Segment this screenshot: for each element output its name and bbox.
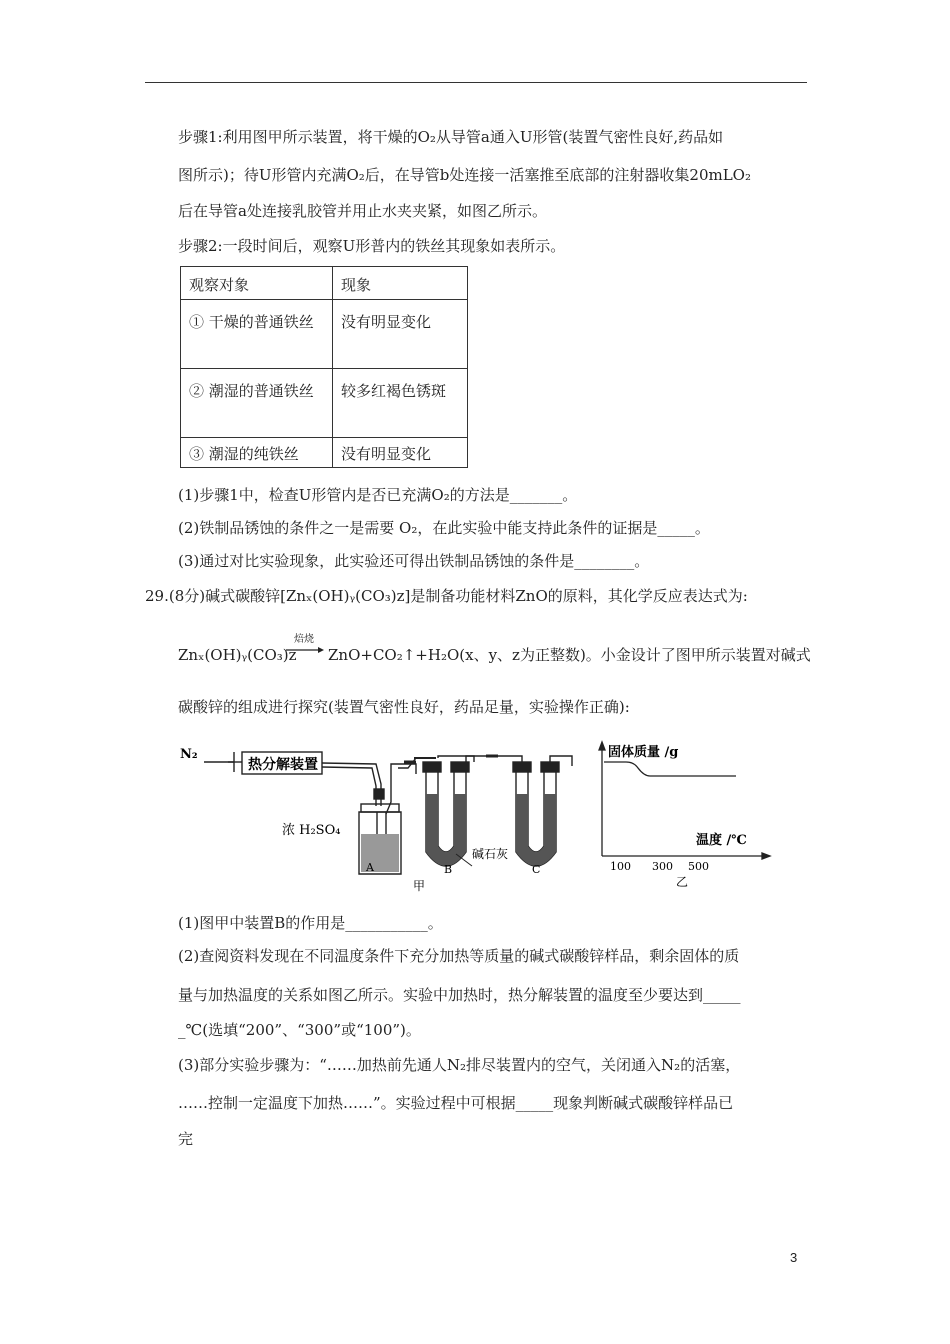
table-cell-object: ② 潮湿的普通铁丝 [181, 369, 333, 438]
q29-reactant: Znₓ(OH)ᵧ(CO₃)z [178, 646, 297, 664]
header-rule [145, 82, 807, 83]
step1-line1: 步骤1:利用图甲所示装置，将干燥的O₂从导管a通入U形管(装置气密性良好,药品如 [178, 128, 724, 146]
q28-question-1: (1)步骤1中，检查U形管内是否已充满O₂的方法是_______。 [178, 486, 578, 504]
q28-question-2: (2)铁制品锈蚀的条件之一是需要 O₂，在此实验中能支持此条件的证据是_____。 [178, 519, 710, 537]
soda-lime-label: 碱石灰 [472, 847, 509, 861]
table-cell-object: ③ 潮湿的纯铁丝 [181, 438, 333, 468]
page-number: 3 [790, 1250, 798, 1265]
y-axis-label: 固体质量 /g [608, 745, 679, 760]
tick-label: 500 [688, 860, 709, 873]
acid-label: 浓 H₂SO₄ [282, 823, 341, 838]
mass-curve [604, 762, 736, 776]
table-row [181, 438, 468, 468]
table-cell-phenomenon: 没有明显变化 [333, 300, 468, 369]
reaction-condition: 焙烧 [294, 634, 314, 645]
figure-yi-caption: 乙 [676, 875, 689, 888]
step1-line3: 后在导管a处连接乳胶管并用止水夹夹紧，如图乙所示。 [178, 202, 547, 220]
apparatus-figure [176, 734, 576, 894]
table-cell-object: ① 干燥的普通铁丝 [181, 300, 333, 369]
table-cell-phenomenon: 较多红褐色锈斑 [333, 369, 468, 438]
table-header-row [181, 267, 468, 300]
table-header-phenomenon: 现象 [333, 267, 468, 300]
observation-table [180, 266, 468, 468]
step1-line2: 图所示)；待U形管内充满O₂后，在导管b处连接一活塞推至底部的注射器收集20mLO₂ [178, 166, 751, 184]
tick-label: 100 [610, 860, 631, 873]
table-cell-phenomenon: 没有明显变化 [333, 438, 468, 468]
x-axis-label: 温度 /℃ [696, 833, 747, 848]
table-row [181, 300, 468, 369]
mass-temperature-graph [596, 738, 776, 888]
q29-question-2b: 量与加热温度的关系如图乙所示。实验中加热时，热分解装置的温度至少要达到_____ [178, 986, 741, 1004]
q29-question-2c: _℃(选填“200”、“300”或“100”)。 [178, 1021, 421, 1039]
label-a: A [366, 861, 374, 874]
q29-question-3c: 完 [178, 1130, 194, 1148]
step2-text: 步骤2:一段时间后，观察U形普内的铁丝其现象如表所示。 [178, 237, 566, 255]
q28-question-3: (3)通过对比实验现象，此实验还可得出铁制品锈蚀的条件是________。 [178, 552, 650, 570]
q29-question-3a: (3)部分实验步骤为：“……加热前先通人N₂排尽装置内的空气，关闭通入N₂的活塞， [178, 1056, 741, 1074]
n2-label: N₂ [180, 747, 198, 762]
q29-line3: 碳酸锌的组成进行探究(装置气密性良好，药品足量，实验操作正确): [178, 698, 630, 716]
tick-label: 300 [652, 860, 673, 873]
table-row [181, 369, 468, 438]
figure-jia-caption: 甲 [413, 879, 426, 893]
table-header-object: 观察对象 [181, 267, 333, 300]
q29-products: ZnO+CO₂↑+H₂O(x、y、z为正整数)。小金设计了图甲所示装置对碱式 [328, 646, 811, 664]
label-c: C [532, 863, 541, 876]
reaction-arrow [286, 646, 324, 654]
q29-question-2a: (2)查阅资料发现在不同温度条件下充分加热等质量的碱式碳酸锌样品，剩余固体的质 [178, 947, 740, 965]
q29-question-3b: ……控制一定温度下加热……”。实验过程中可根据_____现象判断碱式碳酸锌样品已 [178, 1094, 734, 1112]
q29-intro: 29.(8分)碱式碳酸锌[Znₓ(OH)ᵧ(CO₃)z]是制备功能材料ZnO的原料，其化学反应表达式为: [145, 587, 748, 605]
device-label: 热分解装置 [248, 757, 318, 773]
q29-question-1: (1)图甲中装置B的作用是___________。 [178, 914, 443, 932]
label-b: B [444, 863, 453, 876]
